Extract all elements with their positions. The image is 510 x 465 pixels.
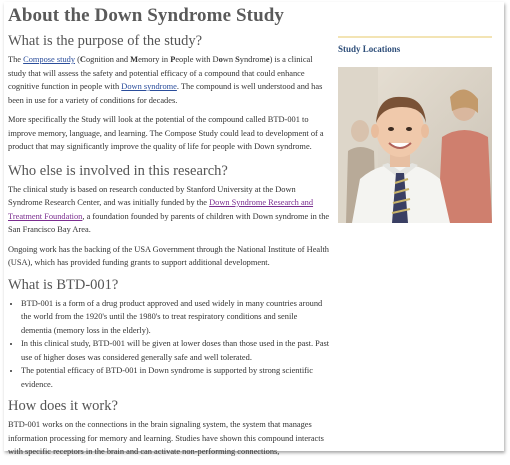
text: ognition and	[85, 55, 131, 64]
study-locations-heading[interactable]: Study Locations	[338, 44, 401, 54]
text: . The compound is well understood and has been in use for a variety of conditions for decades.	[8, 82, 323, 105]
dsrtf-link[interactable]: Down Syndrome Research and Treatment Foundation	[8, 198, 314, 221]
text: emory in	[138, 55, 171, 64]
text: , a foundation founded by parents of children with Down syndrome in the San Francisco Bay Area.	[8, 211, 330, 234]
text: eople with D	[175, 55, 219, 64]
study-participant-photo	[338, 67, 492, 223]
page-title: About the Down Syndrome Study	[8, 5, 284, 26]
involved-paragraph-2: Ongoing work has the backing of the USA Government through the National Institute of Health (USA), which has provided funding grants to support additional development.	[8, 244, 329, 267]
purpose-paragraph-2: More specifically the Study will look at the potential of the compound called BTD-001 to improve memory, language, and learning. The Compose Study could lead to development of a product that may significantly improve the quality of life for people with Down syndrome.	[8, 115, 324, 151]
list-item: • BTD-001 is a form of a drug product approved and used widely in many countries around the world from the 1920's until the 1980's to treat respiratory conditions and senile dementia (memory loss in the elderly).	[21, 297, 330, 338]
purpose-paragraph-1	[8, 53, 330, 107]
sidebar	[338, 36, 492, 223]
compose-study-link[interactable]: Compose study	[23, 55, 76, 64]
main-content	[8, 4, 330, 465]
page	[4, 2, 504, 456]
acronym-letter: S	[235, 55, 240, 64]
text: yndrom	[239, 55, 266, 64]
list-item: • The potential efficacy of BTD-001 in Down syndrome is supported by strong scientific evidence.	[21, 364, 330, 391]
acronym-letter: C	[79, 55, 86, 64]
involved-paragraph-1	[8, 183, 330, 237]
text: The	[8, 55, 24, 64]
text: (	[75, 55, 80, 64]
down-syndrome-link[interactable]: Down syndrome	[121, 82, 177, 91]
btd-list	[8, 297, 330, 392]
how-heading: How does it work?	[8, 398, 118, 414]
acronym-letter: e	[265, 55, 270, 64]
text: ) is a clinical study that will assess the safety and potential efficacy of a compound that could enhance cognitive function in people with	[8, 55, 313, 91]
purpose-heading: What is the purpose of the study?	[8, 33, 203, 49]
btd-heading: What is BTD-001?	[8, 276, 119, 293]
text: wn	[222, 55, 236, 64]
acronym-letter: M	[130, 55, 139, 64]
sidebar-divider	[338, 36, 492, 38]
how-paragraph-1: BTD-001 works on the connections in the brain signaling system, the system that manages information processing for memory and learning. Studies have shown this compound interacts with specific receptors in the brain and can activate non-performing connections,	[8, 420, 324, 456]
list-item: • In this clinical study, BTD-001 will be given at lower doses than those used in the past. Past use of higher doses was considered generally safe and well tolerated.	[21, 337, 330, 364]
acronym-letter: o	[218, 55, 223, 64]
text: The clinical study is based on research conducted by Stanford University at the Down Syndrome Research Center, and was initially funded by the	[8, 184, 296, 207]
acronym-letter: P	[170, 55, 176, 64]
involved-heading: Who else is involved in this research?	[8, 162, 228, 179]
